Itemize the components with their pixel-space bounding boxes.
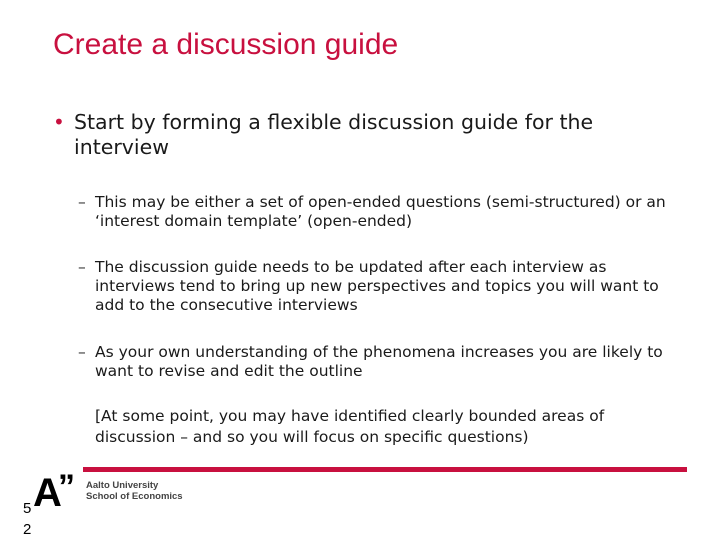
sub-bullet-text: This may be either a set of open-ended questions (semi-structured) or an ‘interest domain template’ (open-ended): [95, 193, 666, 230]
dash-icon: –: [78, 193, 86, 211]
dash-icon: –: [78, 258, 86, 276]
dash-icon: –: [78, 343, 86, 361]
sub-bullet-3: [78, 343, 678, 381]
sub-bullet-2: [78, 258, 678, 315]
main-bullet: [53, 110, 673, 160]
main-bullet-text: Start by forming a flexible discussion guide for the interview: [74, 110, 594, 159]
organization-name: [86, 480, 183, 502]
sub-bullet-text: The discussion guide needs to be updated after each interview as interviews tend to bring up new perspectives and topics you will want to add to the consecutive interviews: [95, 258, 659, 314]
page-number: 5 2: [23, 500, 32, 538]
slide-title: Create a discussion guide: [53, 28, 399, 61]
sub-bullet-1: [78, 193, 678, 231]
org-line-1: Aalto University: [86, 480, 159, 491]
logo-quote-icon: ”: [58, 468, 75, 506]
bracket-note: [At some point, you may have identified clearly bounded areas of discussion – and so you will focus on specific questions): [95, 407, 605, 446]
org-line-2: School of Economics: [86, 491, 183, 502]
logo-a-icon: A: [33, 471, 62, 515]
footer-divider: [83, 467, 687, 472]
bullet-dot-icon: •: [53, 110, 65, 134]
sub-bullet-text: As your own understanding of the phenomena increases you are likely to want to revise and edit the outline: [95, 343, 663, 380]
